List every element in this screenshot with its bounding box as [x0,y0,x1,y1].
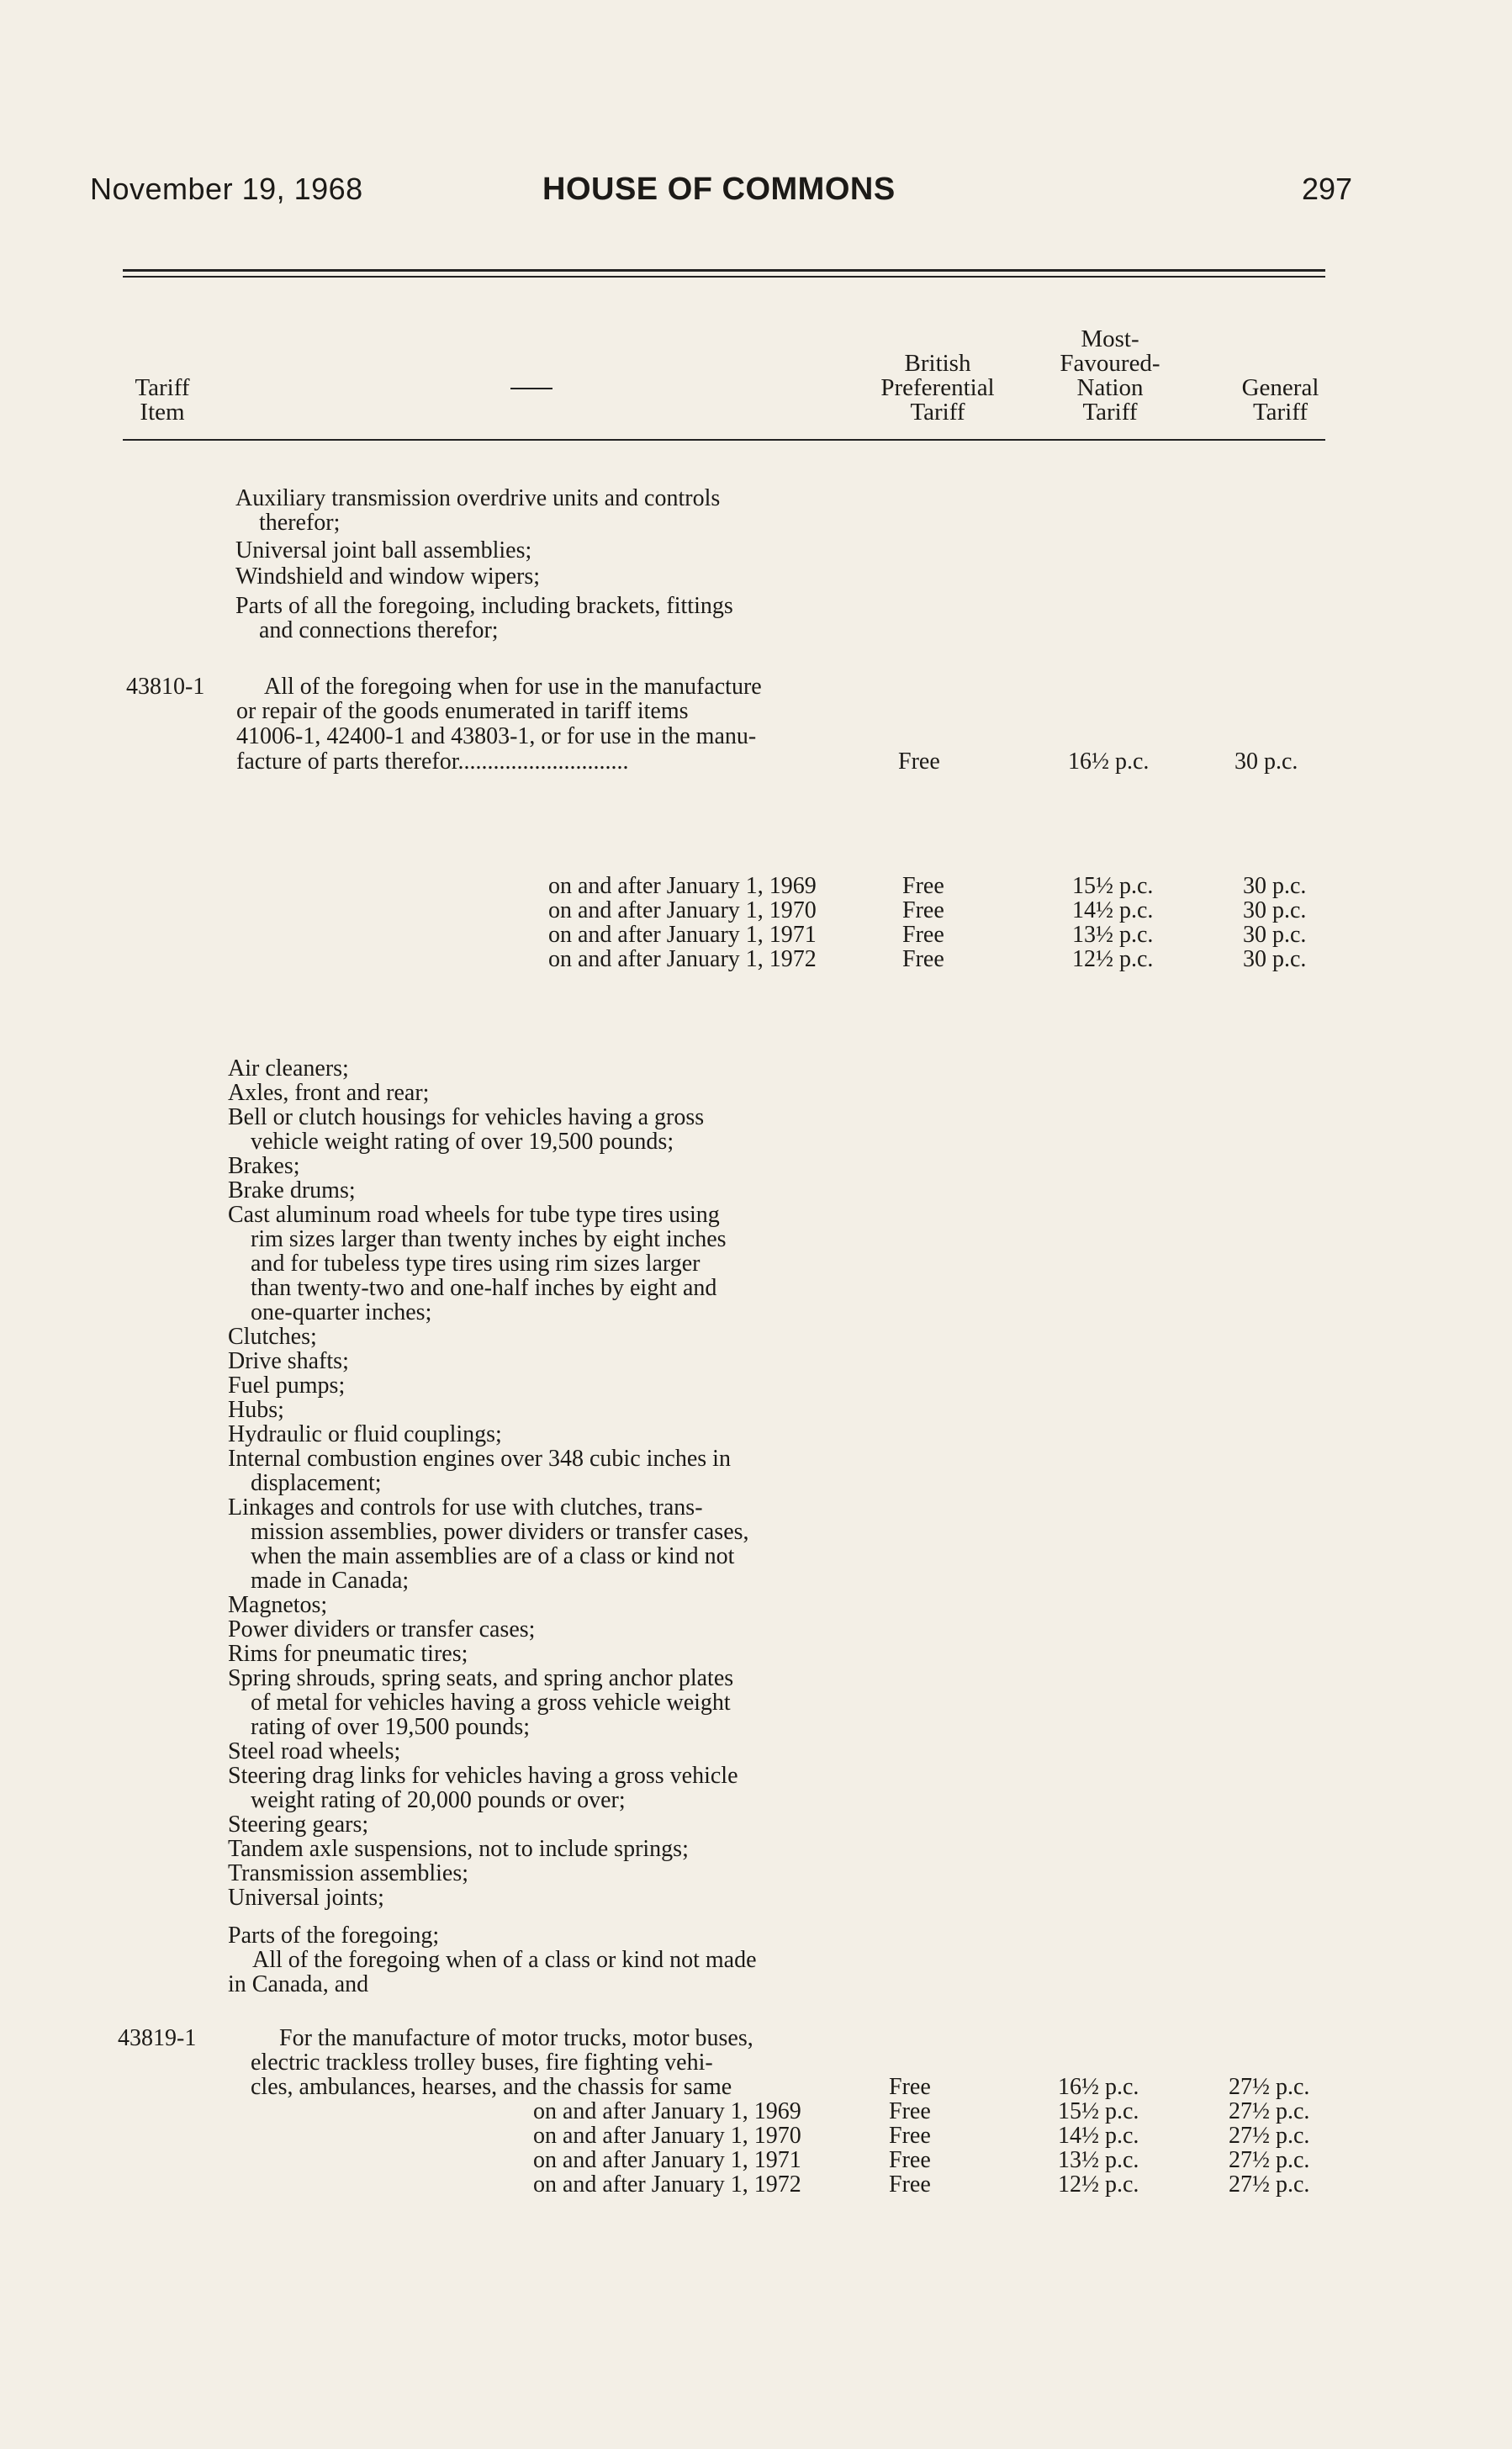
block2-line: Steering gears; [228,1812,369,1838]
block2-line: Drive shafts; [228,1348,349,1374]
rate-british: Free [889,2171,931,2198]
rate-british: Free [889,2147,931,2173]
rate-mfn: 13½ p.c. [1058,2147,1139,2173]
item1-line: or repair of the goods enumerated in tariff items [236,698,689,724]
column-head-rule [123,439,1325,441]
rate-british: Free [902,922,944,948]
rate-mfn: 16½ p.c. [1058,2074,1139,2100]
tariff-item-number: 43810-1 [126,674,205,700]
block2-line: weight rating of 20,000 pounds or over; [251,1787,626,1813]
schedule-date: on and after January 1, 1969 [533,2098,801,2124]
schedule-date: on and after January 1, 1969 [548,873,817,899]
block2-line: Tandem axle suspensions, not to include springs; [228,1836,689,1862]
rate-british: Free [889,2123,931,2149]
schedule-date: on and after January 1, 1972 [548,946,817,972]
item2-line: electric trackless trolley buses, fire fighting vehi- [251,2050,713,2076]
page-date: November 19, 1968 [90,172,363,206]
block2-line: Internal combustion engines over 348 cubic inches in [228,1446,731,1472]
block2-line: rim sizes larger than twenty inches by eight inches [251,1226,727,1252]
column-head-general: General Tariff [1241,374,1319,426]
rate-british: Free [889,2098,931,2124]
block2-line: and for tubeless type tires using rim sizes larger [251,1251,700,1277]
schedule-date: on and after January 1, 1971 [548,922,817,948]
block2-line: Transmission assemblies; [228,1860,468,1886]
block2-line: Brakes; [228,1153,300,1179]
block2-line: vehicle weight rating of over 19,500 pounds; [251,1129,674,1155]
block2-line: Magnetos; [228,1592,328,1618]
block2-line: mission assemblies, power dividers or transfer cases, [251,1519,749,1545]
block2-line: Hydraulic or fluid couplings; [228,1421,502,1447]
rate-mfn: 14½ p.c. [1072,897,1154,923]
rate-general: 27½ p.c. [1229,2074,1310,2100]
item2-line: For the manufacture of motor trucks, motor buses, [279,2025,753,2051]
block2-line: Axles, front and rear; [228,1080,430,1106]
rate-general: 30 p.c. [1234,748,1298,775]
block2-line: Linkages and controls for use with clutches, trans- [228,1494,703,1521]
block2-line: All of the foregoing when of a class or kind not made [252,1947,757,1973]
schedule-date: on and after January 1, 1972 [533,2171,801,2198]
block2-line: Hubs; [228,1397,284,1423]
block2-line: Brake drums; [228,1177,356,1203]
block1-line: Universal joint ball assemblies; [235,537,532,563]
item2-line: cles, ambulances, hearses, and the chassis for same [251,2074,732,2100]
schedule-date: on and after January 1, 1970 [533,2123,801,2149]
rate-general: 27½ p.c. [1229,2098,1310,2124]
block2-line: displacement; [251,1470,382,1496]
block2-line: made in Canada; [251,1568,410,1594]
tariff-item-number: 43819-1 [118,2025,197,2051]
block2-line: Fuel pumps; [228,1373,346,1399]
block2-line: Spring shrouds, spring seats, and spring anchor plates [228,1665,734,1691]
rate-general: 30 p.c. [1243,922,1307,948]
block2-line: Rims for pneumatic tires; [228,1641,468,1667]
item1-line: All of the foregoing when for use in the manufacture [264,674,762,700]
item1-line: facture of parts therefor............................. [236,748,629,775]
rate-mfn: 15½ p.c. [1058,2098,1139,2124]
rate-british: Free [898,748,940,775]
block2-line: in Canada, and [228,1971,369,1997]
page-number: 297 [1302,172,1353,206]
block2-line: Steel road wheels; [228,1738,401,1764]
column-head-mfn: Most- Favoured- Nation Tariff [1060,325,1160,426]
item1-line: 41006-1, 42400-1 and 43803-1, or for use in the manu- [236,723,757,749]
rate-british: Free [902,897,944,923]
schedule-date: on and after January 1, 1970 [548,897,817,923]
rate-british: Free [902,873,944,899]
block2-line: Clutches; [228,1324,317,1350]
column-head-tariff-item: Tariff Item [135,374,190,426]
rate-general: 27½ p.c. [1229,2147,1310,2173]
rate-british: Free [889,2074,931,2100]
rate-mfn: 14½ p.c. [1058,2123,1139,2149]
block2-line: Universal joints; [228,1885,384,1911]
block2-line: Steering drag links for vehicles having a gross vehicle [228,1763,738,1789]
block2-line: Air cleaners; [228,1055,349,1082]
rate-general: 27½ p.c. [1229,2123,1310,2149]
rate-general: 30 p.c. [1243,946,1307,972]
column-head-british: British Preferential Tariff [880,350,995,426]
rate-mfn: 15½ p.c. [1072,873,1154,899]
block2-line: one-quarter inches; [251,1299,432,1325]
block2-line: Bell or clutch housings for vehicles having a gross [228,1104,705,1130]
block2-line: rating of over 19,500 pounds; [251,1714,531,1740]
block2-line: than twenty-two and one-half inches by eight and [251,1275,717,1301]
block2-line: Cast aluminum road wheels for tube type tires using [228,1202,720,1228]
schedule-date: on and after January 1, 1971 [533,2147,801,2173]
block1-line: therefor; [259,510,341,536]
rate-mfn: 12½ p.c. [1072,946,1154,972]
block2-line: of metal for vehicles having a gross vehicle weight [251,1690,731,1716]
header-rule-top [123,269,1325,272]
page-title: HOUSE OF COMMONS [542,172,896,207]
column-head-dash [510,388,552,389]
rate-general: 30 p.c. [1243,897,1307,923]
block1-line: Auxiliary transmission overdrive units and controls [235,485,721,511]
block2-line: when the main assemblies are of a class or kind not [251,1543,735,1569]
rate-general: 27½ p.c. [1229,2171,1310,2198]
rate-british: Free [902,946,944,972]
block1-line: Windshield and window wipers; [235,563,541,590]
block2-line: Parts of the foregoing; [228,1923,440,1949]
header-rule-bottom [123,276,1325,278]
rate-mfn: 13½ p.c. [1072,922,1154,948]
rate-mfn: 12½ p.c. [1058,2171,1139,2198]
rate-mfn: 16½ p.c. [1068,748,1150,775]
block1-line: Parts of all the foregoing, including brackets, fittings [235,593,733,619]
rate-general: 30 p.c. [1243,873,1307,899]
block1-line: and connections therefor; [259,617,499,643]
block2-line: Power dividers or transfer cases; [228,1616,536,1642]
